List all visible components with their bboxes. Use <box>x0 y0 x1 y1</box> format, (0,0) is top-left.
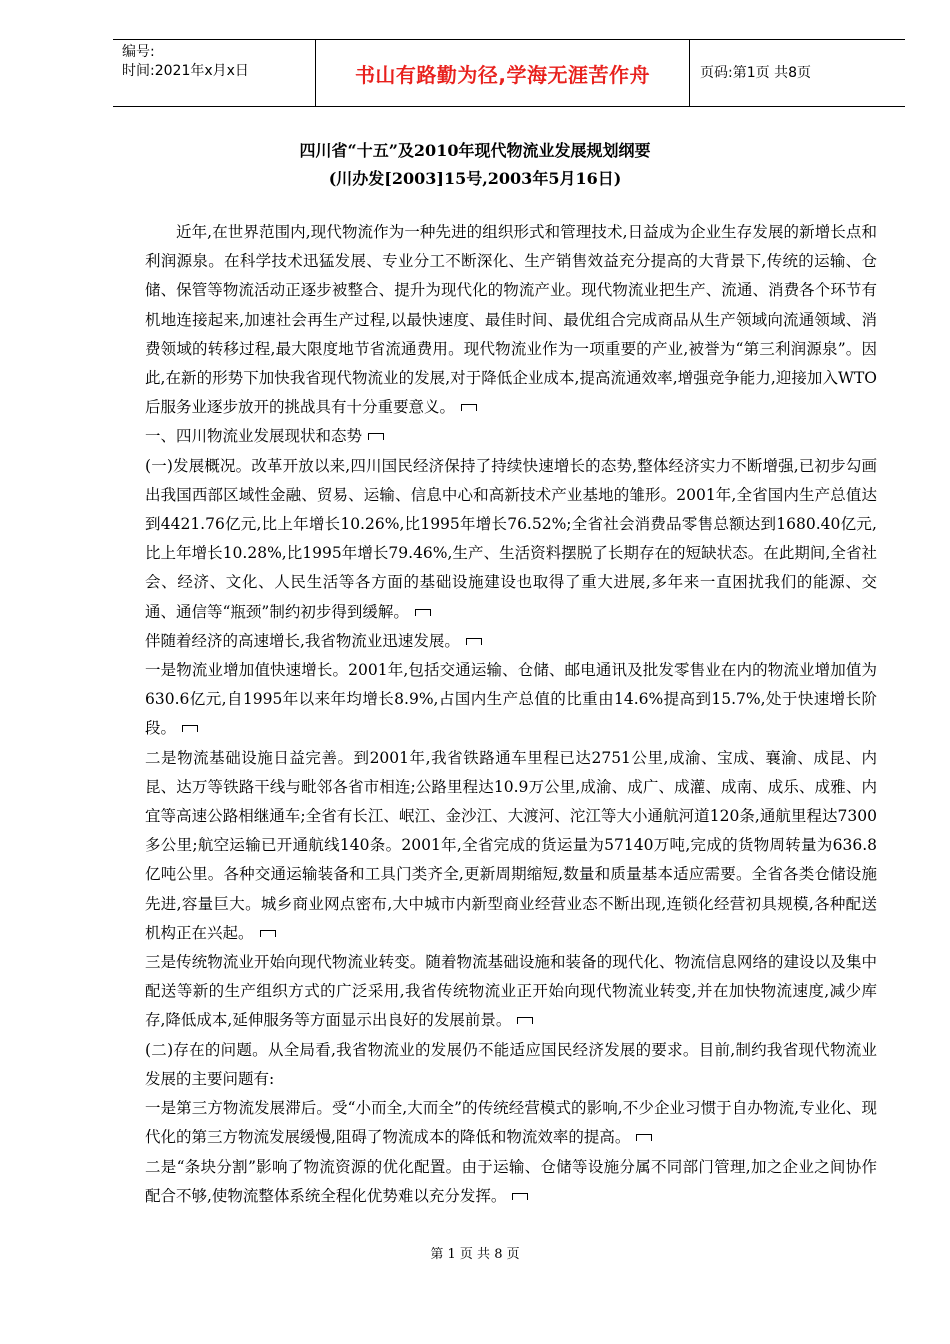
time-label: 时间:2021年x月x日 <box>122 63 249 79</box>
paragraph-mark-icon <box>182 725 198 732</box>
slogan-text: 书山有路勤为径,学海无涯苦作舟 <box>354 62 651 87</box>
paragraph-mark-icon <box>512 1193 528 1200</box>
paragraph: 一是物流业增加值快速增长。2001年,包括交通运输、仓储、邮电通讯及批发零售业在内的物流业增加值为630.6亿元,自1995年以来年均增长8.9%,占国内生产总值的比重由14.6%提高到15.7%,处于快速增长阶段。 <box>145 661 877 738</box>
paragraph: 伴随着经济的高速增长,我省物流业迅速发展。 <box>145 627 877 656</box>
paragraph: 二是物流基础设施日益完善。到2001年,我省铁路通车里程已达2751公里,成渝、宝成、襄渝、成昆、内昆、达万等铁路干线与毗邻各省市相连;公路里程达10.9万公里,成渝、成广、成灌、成南、成乐、成雅、内宜等高速公路相继通车;全省有长江、岷江、金沙江、大渡河、沱江等大小通航河道120条,通航里程达7300多公里;航空运输已开通航线140条。2001年,全省完成的货运量为57140万吨,完成的货物周转量为636.8亿吨公里。各种交通运输装备和工具门类齐全,更新周期缩短,数量和质量基本适应需要。全省各类仓储设施先进,容量巨大。城乡商业网点密布,大中城市内新型商业经营业态不断出现,连锁化经营初具规模,各种配送机构正在兴起。 <box>145 748 877 942</box>
document-body <box>145 218 877 1211</box>
paragraph: 二是“条块分割”影响了物流资源的优化配置。由于运输、仓储等设施分属不同部门管理,加之企业之间协作配合不够,使物流整体系统全程化优势难以充分发挥。 <box>145 1157 877 1205</box>
document-title: 四川省“十五”及2010年现代物流业发展规划纲要 <box>299 141 651 160</box>
document-header <box>113 39 905 107</box>
section-heading: 一、四川物流业发展现状和态势 <box>145 422 877 451</box>
header-page-cell <box>690 40 905 106</box>
paragraph: 三是传统物流业开始向现代物流业转变。随着物流基础设施和装备的现代化、物流信息网络的建设以及集中配送等新的生产组织方式的广泛采用,我省传统物流业正开始向现代物流业转变,并在加快物流速度,减少库存,降低成本,延伸服务等方面显示出良好的发展前景。 <box>145 953 877 1030</box>
paragraph-mark-icon <box>368 433 384 440</box>
paragraph: 一是第三方物流发展滞后。受“小而全,大而全”的传统经营模式的影响,不少企业习惯于自办物流,专业化、现代化的第三方物流发展缓慢,阻碍了物流成本的降低和物流效率的提高。 <box>145 1099 877 1147</box>
header-meta-cell <box>113 40 316 106</box>
paragraph-mark-icon <box>260 930 276 937</box>
page-footer: 第 1 页 共 8 页 <box>430 1247 520 1262</box>
number-label: 编号: <box>122 44 155 60</box>
paragraph-mark-icon <box>636 1134 652 1141</box>
paragraph-mark-icon <box>466 638 482 645</box>
paragraph-mark-icon <box>415 609 431 616</box>
paragraph-mark-icon <box>517 1017 533 1024</box>
header-slogan-cell <box>316 40 690 106</box>
paragraph: 近年,在世界范围内,现代物流作为一种先进的组织形式和管理技术,日益成为企业生存发展的新增长点和利润源泉。在科学技术迅猛发展、专业分工不断深化、生产销售效益充分提高的大背景下,传统的运输、仓储、保管等物流活动正逐步被整合、提升为现代化的物流产业。现代物流业把生产、流通、消费各个环节有机地连接起来,加速社会再生产过程,以最快速度、最佳时间、最优组合完成商品从生产领域向流通领域、消费领域的转移过程,最大限度地节省流通费用。现代物流业作为一项重要的产业,被誉为“第三利润源泉”。因此,在新的形势下加快我省现代物流业的发展,对于降低企业成本,提高流通效率,增强竞争能力,迎接加入WTO后服务业逐步放开的挑战具有十分重要意义。 <box>145 223 877 417</box>
paragraph-mark-icon <box>461 404 477 411</box>
paragraph: (二)存在的问题。从全局看,我省物流业的发展仍不能适应国民经济发展的要求。目前,制约我省现代物流业发展的主要问题有: <box>145 1040 877 1088</box>
paragraph: (一)发展概况。改革开放以来,四川国民经济保持了持续快速增长的态势,整体经济实力不断增强,已初步勾画出我国西部区域性金融、贸易、运输、信息中心和高新技术产业基地的雏形。2001年,全省国内生产总值达到4421.76亿元,比上年增长10.26%,比1995年增长76.52%;全省社会消费品零售总额达到1680.40亿元,比上年增长10.28%,比1995年增长79.46%,生产、生活资料摆脱了长期存在的短缺状态。在此期间,全省社会、经济、文化、人民生活等各方面的基础设施建设也取得了重大进展,多年来一直困扰我们的能源、交通、通信等“瓶颈”制约初步得到缓解。 <box>145 456 877 621</box>
document-subtitle: (川办发[2003]15号,2003年5月16日) <box>328 169 622 188</box>
page-label: 页码:第1页 共8页 <box>700 65 811 81</box>
